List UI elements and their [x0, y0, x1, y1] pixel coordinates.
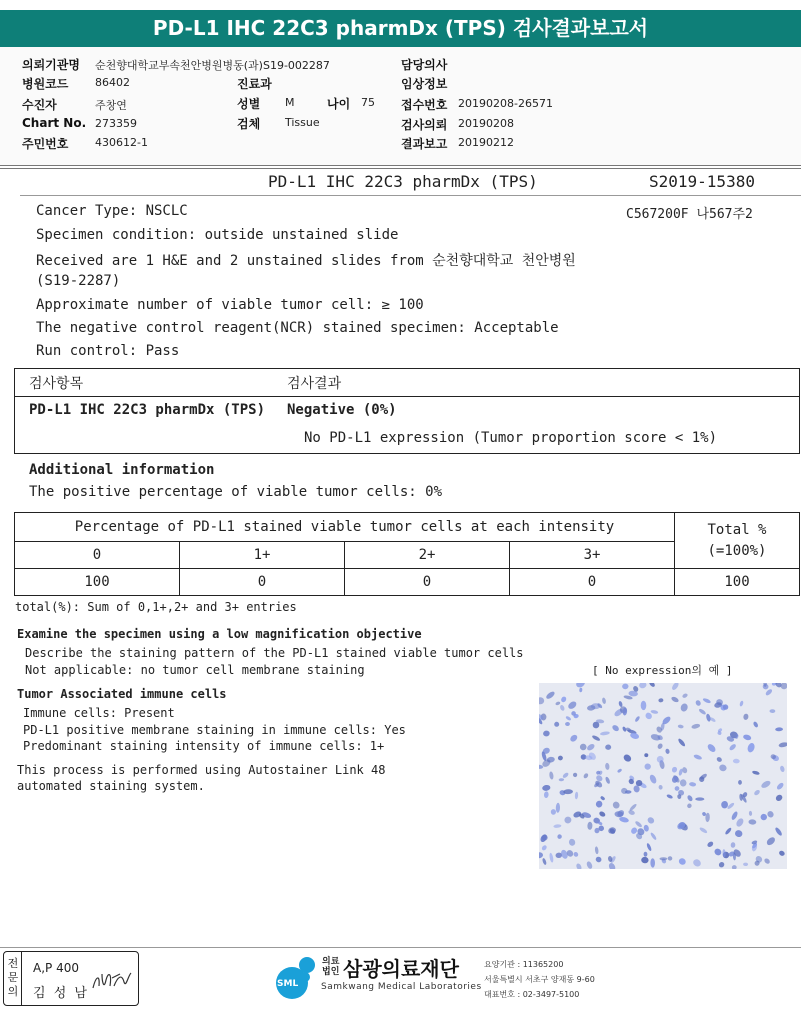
cell-nucleus: [568, 838, 576, 846]
cell-nucleus: [718, 764, 727, 773]
level-3plus: 3+: [510, 542, 675, 569]
cell-nucleus: [727, 802, 736, 810]
value-patient: 주창연: [95, 99, 127, 112]
micrograph-cells: [539, 683, 787, 869]
cell-nucleus: [759, 813, 768, 822]
label-hospital-code: 병원코드: [22, 77, 69, 91]
cell-nucleus: [738, 780, 742, 785]
level-0: 0: [15, 542, 180, 569]
divider-footer: [0, 947, 801, 948]
cell-nucleus: [644, 753, 648, 757]
positive-percentage: The positive percentage of viable tumor cells: 0%: [29, 484, 443, 500]
cell-nucleus: [678, 724, 684, 729]
value-total: 100: [675, 569, 800, 596]
cell-nucleus: [658, 698, 664, 703]
cell-nucleus: [563, 816, 572, 825]
cell-nucleus: [743, 734, 752, 741]
cell-nucleus: [734, 829, 743, 838]
received-slides: Received are 1 H&E and 2 unstained slides from 순천향대학교 천안병원: [36, 253, 576, 269]
immune-title: Tumor Associated immune cells: [17, 687, 227, 701]
cell-nucleus: [775, 794, 784, 803]
run-control: Run control: Pass: [36, 343, 180, 359]
label-specimen: 검체: [237, 117, 261, 131]
cell-nucleus: [598, 811, 606, 818]
label-age: 나이: [327, 97, 351, 111]
sml-logo-icon: [272, 953, 322, 1003]
cell-nucleus: [622, 683, 629, 689]
specimen-condition: Specimen condition: outside unstained slide: [36, 227, 399, 243]
footer-info: [484, 957, 595, 1002]
header-info: [0, 47, 801, 165]
cell-nucleus: [539, 697, 544, 704]
cell-nucleus: [565, 715, 572, 721]
cell-nucleus: [730, 842, 735, 848]
divider-header-bottom: [0, 168, 801, 169]
cell-nucleus: [724, 827, 732, 835]
cell-nucleus: [679, 779, 686, 787]
cell-nucleus: [677, 738, 686, 748]
result-box: [14, 368, 800, 454]
image-caption: [ No expression의 예 ]: [592, 664, 733, 677]
cancer-type: Cancer Type: NSCLC: [36, 203, 188, 219]
signature-name: 김 성 남: [33, 986, 89, 1001]
cell-nucleus: [541, 844, 548, 851]
cell-nucleus: [638, 683, 647, 689]
cell-nucleus: [573, 851, 579, 858]
total-header: [675, 513, 800, 569]
footer-corp-label: [322, 957, 339, 977]
cell-nucleus: [718, 861, 726, 869]
viable-tumor-count: Approximate number of viable tumor cell: ≥ 100: [36, 297, 424, 313]
cell-nucleus: [617, 768, 623, 773]
cell-nucleus: [555, 701, 561, 706]
cell-nucleus: [760, 779, 771, 789]
label-sex: 성별: [237, 97, 261, 111]
cell-nucleus: [680, 703, 689, 713]
label-report-date: 결과보고: [401, 137, 448, 151]
cell-nucleus: [553, 824, 561, 828]
cell-nucleus: [644, 763, 651, 770]
value-hospital-code: 86402: [95, 76, 130, 89]
cell-nucleus: [667, 856, 673, 861]
cell-nucleus: [539, 852, 543, 858]
cell-nucleus: [634, 820, 642, 828]
cell-nucleus: [678, 857, 687, 866]
handwritten-signature: [90, 968, 134, 994]
cell-nucleus: [646, 843, 652, 852]
footer-corp-line2: 법인: [322, 967, 340, 977]
cell-nucleus: [579, 743, 587, 751]
cell-nucleus: [565, 722, 570, 726]
cell-nucleus: [594, 846, 598, 854]
cell-nucleus: [586, 743, 596, 752]
cell-nucleus: [605, 776, 611, 784]
col-test-item: 검사항목: [29, 376, 84, 392]
cell-nucleus: [554, 722, 559, 727]
cell-nucleus: [776, 782, 785, 791]
cell-nucleus: [660, 857, 668, 860]
report-title: PD-L1 IHC 22C3 pharmDx (TPS) 검사결과보고서: [152, 16, 649, 40]
cell-nucleus: [587, 822, 592, 830]
cell-nucleus: [611, 724, 620, 733]
immune-line-3: Predominant staining intensity of immune cells: 1+: [23, 739, 385, 753]
label-department: 진료과: [237, 77, 272, 91]
cell-nucleus: [575, 863, 582, 869]
cell-nucleus: [752, 770, 760, 775]
cell-nucleus: [775, 727, 783, 731]
negative-control: The negative control reagent(NCR) stained specimen: Acceptable: [36, 320, 559, 336]
label-resident-no: 주민번호: [22, 137, 69, 151]
cell-nucleus: [730, 811, 738, 821]
label-chart-no: Chart No.: [22, 116, 87, 130]
cell-nucleus: [743, 863, 748, 867]
cell-nucleus: [746, 742, 755, 753]
table-note: total(%): Sum of 0,1+,2+ and 3+ entries: [15, 600, 297, 614]
cell-nucleus: [743, 713, 749, 720]
signature-side-label: 전문의: [7, 957, 19, 998]
cell-nucleus: [699, 826, 708, 834]
cell-nucleus: [542, 858, 547, 866]
cell-nucleus: [595, 800, 603, 808]
cell-nucleus: [657, 743, 664, 750]
footer-corp-line1: 의료: [322, 957, 340, 967]
cell-nucleus: [557, 755, 563, 761]
micrograph-image: [539, 683, 787, 869]
report-number: S2019-15380: [649, 172, 755, 191]
cell-nucleus: [545, 690, 556, 700]
cell-nucleus: [721, 801, 729, 809]
examine-line-2: Not applicable: no tumor cell membrane staining: [25, 663, 365, 677]
cell-nucleus: [543, 730, 551, 737]
cell-nucleus: [567, 700, 578, 710]
cell-nucleus: [618, 701, 623, 708]
cell-nucleus: [682, 693, 689, 699]
examine-line-1: Describe the staining pattern of the PD-L1 stained viable tumor cells: [25, 646, 524, 660]
result-detail: No PD-L1 expression (Tumor proportion score < 1%): [304, 430, 718, 446]
cell-nucleus: [575, 792, 579, 800]
cell-nucleus: [544, 791, 549, 798]
examine-title: Examine the specimen using a low magnification objective: [17, 627, 422, 641]
value-level-2plus: 0: [345, 569, 510, 596]
result-item: PD-L1 IHC 22C3 pharmDx (TPS): [29, 402, 266, 418]
process-line-2: automated staining system.: [17, 779, 205, 793]
footer-org-name: 삼광의료재단: [343, 957, 459, 981]
label-request-date: 검사의뢰: [401, 118, 448, 132]
footer-info-code: 요양기관 : 11365200: [484, 960, 564, 969]
cell-nucleus: [595, 856, 602, 863]
cell-nucleus: [753, 789, 761, 796]
cell-nucleus: [607, 826, 616, 834]
total-header-line2: (=100%): [707, 542, 767, 559]
footer-info-phone: 대표번호 : 02-3497-5100: [484, 990, 580, 999]
value-age: 75: [361, 96, 375, 109]
cell-nucleus: [766, 810, 775, 819]
value-receipt-no: 20190208-26571: [458, 97, 553, 110]
cell-nucleus: [692, 858, 702, 868]
cell-nucleus: [569, 733, 579, 743]
cell-nucleus: [641, 701, 647, 710]
immune-line-1: Immune cells: Present: [23, 706, 175, 720]
sml-badge-text: SML: [277, 979, 299, 989]
cell-nucleus: [573, 773, 577, 778]
cell-nucleus: [591, 734, 600, 741]
cell-nucleus: [728, 743, 737, 751]
received-slides-ref: (S19-2287): [36, 273, 121, 289]
cell-nucleus: [748, 819, 756, 825]
cell-nucleus: [559, 704, 565, 711]
value-specimen: Tissue: [285, 116, 320, 129]
cell-nucleus: [650, 858, 655, 867]
cell-nucleus: [749, 811, 753, 816]
cell-nucleus: [686, 803, 692, 809]
label-doctor: 담당의사: [401, 58, 448, 72]
cell-nucleus: [650, 832, 658, 841]
cell-nucleus: [646, 816, 655, 825]
intensity-table: [14, 512, 800, 596]
value-sex: M: [285, 96, 295, 109]
additional-title: Additional information: [29, 462, 215, 478]
cell-nucleus: [650, 710, 658, 715]
value-request-date: 20190208: [458, 117, 514, 130]
intensity-table-header: Percentage of PD-L1 stained viable tumor cells at each intensity: [15, 513, 675, 542]
cell-nucleus: [739, 700, 744, 707]
report-title-banner: [0, 10, 801, 47]
cell-nucleus: [586, 861, 594, 869]
footer-org-english: Samkwang Medical Laboratories: [321, 982, 482, 992]
cell-nucleus: [689, 782, 697, 787]
cell-nucleus: [733, 759, 740, 764]
level-2plus: 2+: [345, 542, 510, 569]
cell-nucleus: [562, 772, 569, 779]
cell-nucleus: [769, 709, 775, 713]
cell-nucleus: [622, 753, 632, 763]
value-level-1plus: 0: [180, 569, 345, 596]
cell-nucleus: [549, 853, 554, 863]
cell-nucleus: [671, 696, 680, 704]
cell-nucleus: [559, 778, 565, 781]
cell-nucleus: [602, 697, 607, 704]
cell-nucleus: [583, 772, 589, 779]
cell-nucleus: [706, 841, 714, 849]
label-clinical-info: 임상정보: [401, 77, 448, 91]
cell-nucleus: [658, 785, 663, 790]
cell-nucleus: [695, 699, 702, 706]
cell-nucleus: [735, 817, 745, 828]
cell-nucleus: [549, 771, 554, 780]
cell-nucleus: [691, 723, 701, 729]
cell-nucleus: [636, 780, 642, 786]
cell-nucleus: [698, 708, 707, 716]
value-chart-no: 273359: [95, 117, 137, 130]
cell-nucleus: [778, 742, 787, 748]
cell-nucleus: [641, 857, 649, 864]
divider-header-top: [0, 165, 801, 166]
value-level-3plus: 0: [510, 569, 675, 596]
cell-nucleus: [765, 836, 776, 847]
result-box-divider: [15, 396, 799, 397]
cell-nucleus: [686, 794, 693, 802]
cell-nucleus: [717, 731, 722, 736]
cell-nucleus: [778, 850, 785, 857]
cell-nucleus: [560, 696, 567, 703]
cell-nucleus: [693, 754, 702, 761]
test-title: PD-L1 IHC 22C3 pharmDx (TPS): [268, 172, 538, 191]
cell-nucleus: [779, 765, 785, 772]
cell-nucleus: [765, 688, 774, 696]
cell-nucleus: [695, 797, 704, 800]
cell-nucleus: [629, 803, 638, 812]
cell-nucleus: [702, 697, 711, 704]
cell-nucleus: [551, 809, 556, 815]
process-line-1: This process is performed using Autostainer Link 48: [17, 763, 386, 777]
footer-info-address: 서울특별시 서초구 양재동 9-60: [484, 975, 595, 984]
cell-nucleus: [600, 795, 606, 800]
cell-nucleus: [605, 763, 610, 770]
signature-box: [3, 951, 139, 1006]
cell-nucleus: [579, 688, 582, 693]
value-institution: 순천향대학교부속천안병원병동(과)S19-002287: [95, 59, 330, 72]
cell-nucleus: [666, 794, 673, 800]
cell-nucleus: [713, 847, 723, 857]
label-institution: 의뢰기관명: [22, 58, 80, 72]
immune-line-2: PD-L1 positive membrane staining in immune cells: Yes: [23, 723, 406, 737]
cell-nucleus: [671, 683, 680, 691]
cell-nucleus: [600, 731, 610, 736]
cell-nucleus: [644, 852, 648, 857]
value-report-date: 20190212: [458, 136, 514, 149]
cell-nucleus: [611, 800, 620, 810]
col-test-result: 검사결과: [287, 376, 342, 392]
divider-report-title: [20, 195, 801, 196]
cell-nucleus: [665, 748, 670, 754]
level-1plus: 1+: [180, 542, 345, 569]
sml-logo: [272, 953, 322, 1003]
cell-nucleus: [671, 766, 678, 773]
cell-nucleus: [542, 784, 551, 791]
cell-nucleus: [732, 865, 738, 869]
result-value: Negative (0%): [287, 402, 397, 418]
label-patient: 수진자: [22, 98, 57, 112]
cell-nucleus: [608, 862, 617, 869]
specimen-code: C567200F 나567주2: [626, 207, 753, 222]
label-receipt-no: 접수번호: [401, 98, 448, 112]
cell-nucleus: [774, 827, 783, 837]
cell-nucleus: [634, 715, 640, 722]
cell-nucleus: [649, 774, 658, 785]
value-level-0: 100: [15, 569, 180, 596]
cell-nucleus: [556, 803, 561, 813]
signature-divider: [21, 952, 22, 1005]
total-header-line1: Total %: [707, 521, 767, 538]
cell-nucleus: [605, 744, 611, 750]
cell-nucleus: [619, 816, 630, 823]
cell-nucleus: [706, 743, 717, 754]
value-resident-no: 430612-1: [95, 136, 148, 149]
cell-nucleus: [557, 834, 563, 840]
signature-license: A,P 400: [33, 961, 79, 975]
cell-nucleus: [763, 857, 771, 864]
cell-nucleus: [752, 721, 758, 728]
cell-nucleus: [716, 756, 723, 763]
cell-nucleus: [648, 683, 656, 688]
